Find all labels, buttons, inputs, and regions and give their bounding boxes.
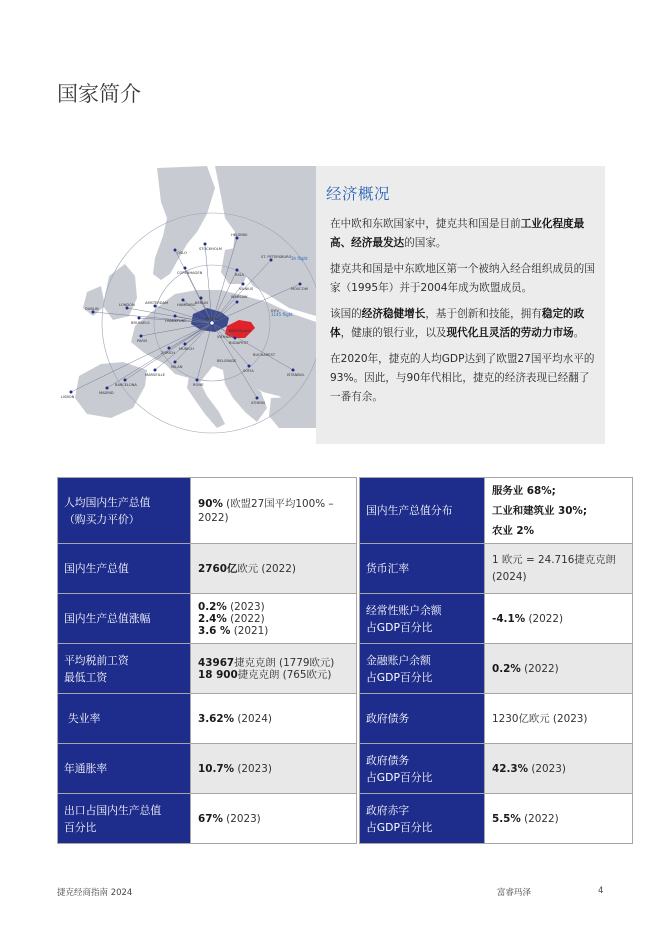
label-exports [58,794,191,844]
label-gdp: 国内生产总值 [58,544,191,594]
city-label: BRATISLAVA [229,329,251,333]
value-debt-to-gdp [485,744,633,794]
value-text: (2021) [230,624,269,637]
city-label: LONDON [119,303,135,307]
value-bold: -4.1% [492,612,526,625]
city-label: FRANKFURT [165,319,187,323]
value-inflation [191,744,357,794]
label-unemployment: 失业率 [58,694,191,744]
table-row [58,794,633,844]
table-row [58,744,633,794]
city-label: COPENHAGEN [177,271,203,275]
economy-paragraph-3 [330,305,595,343]
value-deficit [485,794,633,844]
label-text: 人均国内生产总值 （购买力平价） [64,495,151,526]
page-title: 国家简介 [57,82,141,106]
city-label: ZURICH [161,351,175,355]
text: 。 [573,327,585,339]
economy-paragraph-2: 捷克共和国是中东欧地区第一个被纳入经合组织成员的国家（1995年）并于2004年成为欧盟成员。 [330,263,595,294]
value-bold: 42.3% [492,762,529,775]
city-label: ST. PETERSBURG [261,255,292,259]
value-text: (2023) [234,762,272,775]
value-text: (2022) [525,612,563,625]
city-label: WARSAW [231,295,248,299]
value-text: (2024) [234,712,272,725]
value-bold: 农业 2% [492,524,535,537]
label-text: 平均税前工资 最低工资 [64,653,129,684]
label-inflation: 年通胀率 [58,744,191,794]
value-text: (欧盟27国平均100% – 2022) [198,497,334,524]
city-label: SOFIA [243,369,254,373]
value-bold: 43967 [198,656,235,669]
value-text: (2022) [520,812,559,825]
text: ，基于创新和技能，拥有 [425,308,542,320]
city-label: VILNIUS [239,287,254,291]
value-bold: 3.62% [198,712,235,725]
city-label: PARIS [137,339,148,343]
text: 的国家。 [404,237,447,249]
city-label: STOCKHOLM [199,247,222,251]
city-label: HAMBURG [177,303,196,307]
text-bold: 稳定的政体 [330,308,585,339]
value-exports [191,794,357,844]
footer-title: 捷克经商指南 2024 [57,888,133,898]
value-text: 捷克克朗 (1779欧元) [234,656,335,669]
value-bold: 0.2% [198,600,227,613]
label-text: 政府赤字 占GDP百分比 [366,803,433,834]
table-row [58,594,633,644]
label-gdp-per-capita [58,478,191,544]
city-label: ROME [193,383,204,387]
table-row [58,544,633,594]
value-exchange-rate: 1 欧元 = 24.716捷克克朗 (2024) [485,544,633,594]
city-label: KYIV [271,309,279,313]
city-label: BELGRADE [217,359,237,363]
city-label: BRUSSELS [131,321,150,325]
label-financial-account [360,644,485,694]
value-bold: 67% [198,812,223,825]
city-label: ATHENS [251,401,266,405]
value-unemployment [191,694,357,744]
city-label: HELSINKI [231,233,248,237]
city-label: MILAN [171,365,183,369]
value-bold: 2760亿 [198,562,238,575]
label-wages [58,644,191,694]
city-label: BUCHAREST [253,353,276,357]
europe-map-svg [57,166,316,444]
city-label: PRAGUE [205,317,220,321]
label-exchange-rate: 货币汇率 [360,544,485,594]
value-text: (2023) [222,812,261,825]
value-bold: 0.2% [492,662,521,675]
text-bold: 经济稳健增长 [361,308,426,320]
table-row [58,644,633,694]
table-row [58,478,633,544]
label-text: 政府债务 占GDP百分比 [366,753,433,784]
flight-label-near: 1145 flight [271,312,293,317]
value-text: 捷克克朗 (765欧元) [237,668,332,681]
value-bold: 3.6 % [198,624,231,637]
economy-title: 经济概况 [326,185,391,203]
economy-paragraph-1 [330,215,595,253]
page-number: 4 [598,886,604,896]
footer-brand: 富睿玛泽 [497,888,532,898]
value-bold: 90% [198,497,223,510]
value-bold: 18 900 [198,668,238,681]
city-label: LISBON [61,395,75,399]
city-label: DUBLIN [85,307,99,311]
city-label: MUNICH [179,347,194,351]
city-label: RIGA [235,273,244,277]
text: 在中欧和东欧国家中，捷克共和国是目前 [330,218,521,230]
value-text: 欧元 (2022) [237,562,296,575]
city-label: OSLO [177,251,187,255]
economy-paragraph-4: 在2020年，捷克的人均GDP达到了欧盟27国平均水平的93%。因此，与90年代相比，捷克的经济表现已经翻了一番有余。 [330,353,595,403]
europe-map [57,166,316,444]
label-text: 出口占国内生产总值 百分比 [64,803,162,834]
value-gdp-per-capita [191,478,357,544]
city-label: MADRID [99,391,114,395]
economy-overview-box [316,166,605,444]
label-gdp-growth: 国内生产总值涨幅 [58,594,191,644]
value-gdp [191,544,357,594]
city-label: AMSTERDAM [145,301,169,305]
city-label: BARCELONA [115,383,137,387]
city-label: MARSEILLE [145,373,165,377]
value-text: (2023) [528,762,566,775]
label-gdp-distribution: 国内生产总值分布 [360,478,485,544]
city-label: ISTANBUL [287,373,305,377]
city-label: BERLIN [195,301,208,305]
value-current-account [485,594,633,644]
text-bold: 现代化且灵活的劳动力市场 [446,327,574,339]
text-bold: 工业化程度最高、经济最发达 [330,218,585,249]
key-facts-table [57,477,633,844]
value-text: (2022) [226,612,265,625]
label-current-account [360,594,485,644]
value-text: (2023) [226,600,265,613]
value-bold: 服务业 68%; [492,484,556,497]
label-government-debt: 政府债务 [360,694,485,744]
text: ，健康的银行业，以及 [340,327,447,339]
table-row [58,694,633,744]
value-wages [191,644,357,694]
land [75,166,316,428]
value-bold: 5.5% [492,812,521,825]
value-bold: 工业和建筑业 30%; [492,504,587,517]
label-text: 经常性账户余额 占GDP百分比 [366,603,442,634]
city-label: MOSCOW [291,287,309,291]
label-text: 金融账户余额 占GDP百分比 [366,653,433,684]
value-gdp-distribution [485,478,633,544]
value-financial-account [485,644,633,694]
city-label: BUDAPEST [229,341,249,345]
value-bold: 10.7% [198,762,235,775]
city-label: VIENNA [217,335,231,339]
value-text: (2022) [520,662,559,675]
value-bold: 2.4% [198,612,227,625]
value-government-debt: 1230亿欧元 (2023) [485,694,633,744]
text: 该国的 [330,308,362,320]
label-deficit [360,794,485,844]
flight-label-far: 3h flight [291,256,308,261]
value-gdp-growth [191,594,357,644]
label-debt-to-gdp [360,744,485,794]
